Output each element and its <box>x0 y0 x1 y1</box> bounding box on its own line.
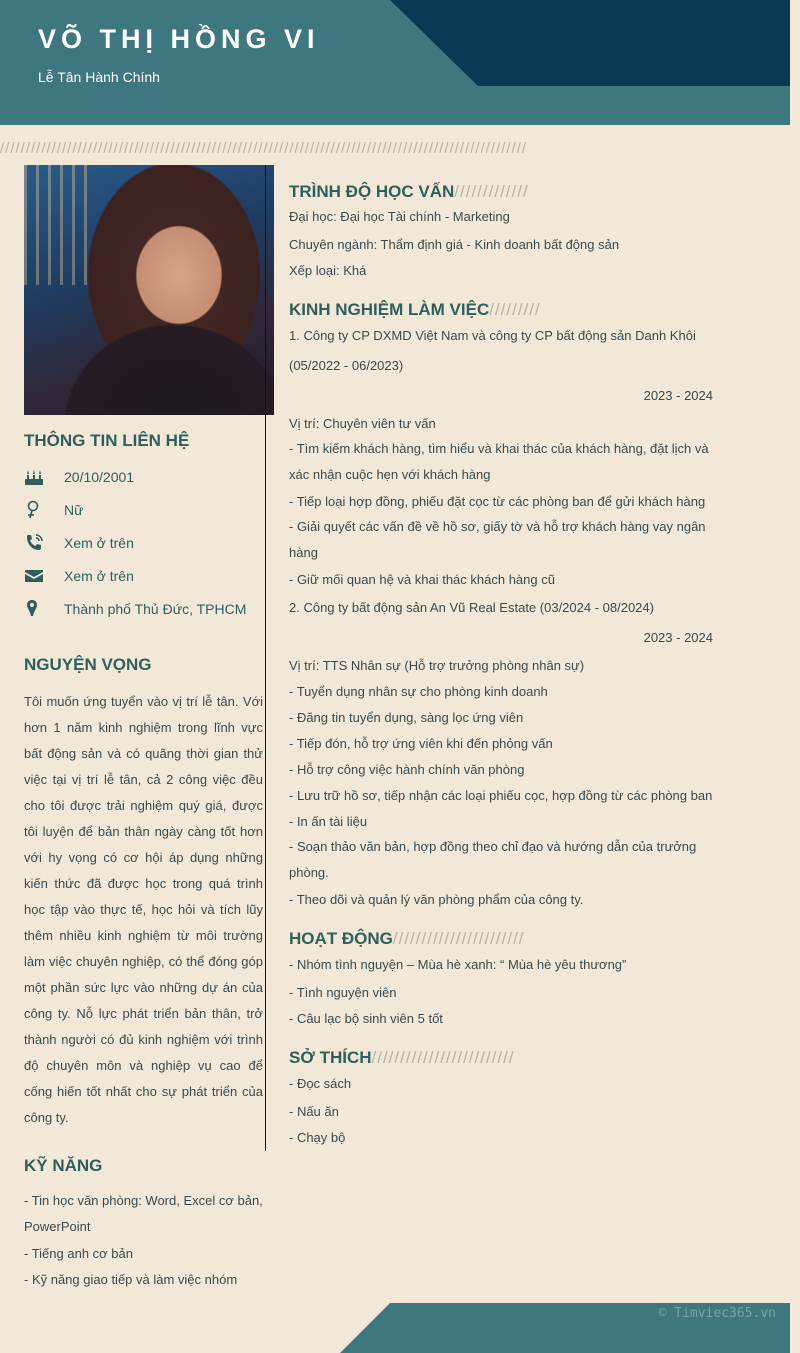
job-date: 2023 - 2024 <box>643 630 713 645</box>
job-task: - Tiếp đón, hỗ trợ ứng viên khi đến phỏng vấn <box>289 736 553 751</box>
decorative-slash-band: ////////////////////////////////////////////////////////////////////////////////////////////////////// <box>0 140 528 157</box>
job-company: 2. Công ty bất động sản An Vũ Real Estate (03/2024 - 08/2024) <box>289 600 654 615</box>
decorative-slashes: /////////////////////// <box>392 929 525 948</box>
decorative-slashes: ///////////// <box>454 182 529 201</box>
contact-gender <box>24 499 83 521</box>
contact-birthday-text: 20/10/2001 <box>64 469 135 485</box>
skill-item: - Tin học văn phòng: Word, Excel cơ bản, PowerPoint <box>24 1193 263 1234</box>
education-university: Đại học: Đại học Tài chính - Marketing <box>289 209 510 224</box>
contact-section-title: THÔNG TIN LIÊN HỆ <box>24 431 190 450</box>
education-grade: Xếp loại: Khá <box>289 263 367 278</box>
job-task: - Lưu trữ hồ sơ, tiếp nhận các loại phiếu cọc, hợp đồng từ các phòng ban <box>289 788 713 803</box>
education-section-title: TRÌNH ĐỘ HỌC VẤN///////////// <box>289 182 529 201</box>
job-task: - Soạn thảo văn bản, hợp đồng theo chỉ đạo và hướng dẫn của trưởng phòng. <box>289 839 697 880</box>
activity-item: - Tình nguyện viên <box>289 985 397 1000</box>
envelope-icon <box>24 566 64 586</box>
job-task: - Hỗ trợ công việc hành chính văn phòng <box>289 762 525 777</box>
candidate-job-title: Lễ Tân Hành Chính <box>38 69 160 85</box>
education-major: Chuyên ngành: Thẩm định giá - Kinh doanh bất động sản <box>289 237 620 252</box>
decorative-slashes: ///////// <box>489 300 541 319</box>
job-position: Vị trí: TTS Nhân sự (Hỗ trợ trưởng phòng nhân sự) <box>289 658 585 673</box>
job-company: 1. Công ty CP DXMD Việt Nam và công ty CP bất động sản Danh Khôi <box>289 328 696 343</box>
footer-copyright: © Timviec365.vn <box>658 1306 776 1321</box>
job-task: - Tiếp loại hợp đồng, phiếu đặt cọc từ các phòng ban để gửi khách hàng <box>289 494 706 509</box>
job-position: Vị trí: Chuyên viên tư vấn <box>289 416 436 431</box>
hobbies-section-title: SỞ THÍCH///////////////////////// <box>289 1048 515 1067</box>
job-task: - Tìm kiếm khách hàng, tìm hiểu và khai thác của khách hàng, đặt lịch và xác nhận cuộc hẹn với khách hàng <box>289 441 709 482</box>
job-task: - Giải quyết các vấn đề về hồ sơ, giấy tờ và hỗ trợ khách hàng vay ngân hàng <box>289 519 706 560</box>
job-task: - Đăng tin tuyển dụng, sàng lọc ứng viên <box>289 710 524 725</box>
job-task: - Giữ mối quan hệ và khai thác khách hàng cũ <box>289 572 555 587</box>
skills-section-title: KỸ NĂNG <box>24 1156 103 1175</box>
job-task: - Tuyển dụng nhân sự cho phòng kinh doanh <box>289 684 548 699</box>
job-task: - Theo dõi và quản lý văn phòng phẩm của công ty. <box>289 892 584 907</box>
skill-item: - Kỹ năng giao tiếp và làm việc nhóm <box>24 1272 238 1287</box>
map-pin-icon <box>24 599 64 619</box>
contact-email-text: Xem ở trên <box>64 568 134 584</box>
hobby-item: - Chạy bộ <box>289 1130 346 1145</box>
hobby-item: - Đọc sách <box>289 1076 352 1091</box>
candidate-name: VÕ THỊ HỒNG VI <box>38 24 320 54</box>
activity-item: - Nhóm tình nguyện – Mùa hè xanh: “ Mùa hè yêu thương” <box>289 957 627 972</box>
contact-birthday <box>24 466 134 488</box>
hobby-item: - Nấu ăn <box>289 1104 339 1119</box>
activity-item: - Câu lạc bộ sinh viên 5 tốt <box>289 1011 443 1026</box>
job-period: (05/2022 - 06/2023) <box>289 358 404 373</box>
objective-text: Tôi muốn ứng tuyển vào vị trí lễ tân. Với hơn 1 năm kinh nghiệm trong lĩnh vực bất động sản và có quãng thời gian thử việc tại vị trí lễ tân, cả 2 công việc đều cho tôi được trải nghiệm quý giá, được tôi luyện để bản thân ngày càng tốt hơn với hy vọng có cơ hội áp dụng những kiến thức đã được học trong quá trình học tập vào thực tế, học hỏi và tích lũy thêm nhiều kinh nghiệm từ môi trường làm việc chuyên nghiệp, có thể đóng góp một phần sức lực vào những dự án của công ty. Nỗ lực phát triển bản thân, trở thành người có đủ kinh nghiệm với trình độ chuyên môn và nghiệp vụ cao để cống hiến tốt nhất cho sự phát triển của công ty. <box>24 694 263 1125</box>
objective-section-title: NGUYỆN VỌNG <box>24 655 152 674</box>
contact-address <box>24 598 246 620</box>
profile-photo <box>24 165 274 415</box>
experience-section-title: KINH NGHIỆM LÀM VIỆC///////// <box>289 300 541 319</box>
column-divider <box>265 165 266 1151</box>
contact-phone-text: Xem ở trên <box>64 535 134 551</box>
contact-email <box>24 565 134 587</box>
activities-section-title: HOẠT ĐỘNG/////////////////////// <box>289 929 525 948</box>
skill-item: - Tiếng anh cơ bản <box>24 1246 133 1261</box>
birthday-cake-icon <box>24 467 64 487</box>
phone-icon <box>24 533 64 553</box>
decorative-slashes: ///////////////////////// <box>371 1048 515 1067</box>
job-date: 2023 - 2024 <box>643 388 713 403</box>
contact-address-text: Thành phố Thủ Đức, TPHCM <box>64 601 247 617</box>
contact-gender-text: Nữ <box>64 502 84 518</box>
job-task: - In ấn tài liệu <box>289 814 368 829</box>
female-icon <box>24 500 64 520</box>
contact-phone <box>24 532 134 554</box>
